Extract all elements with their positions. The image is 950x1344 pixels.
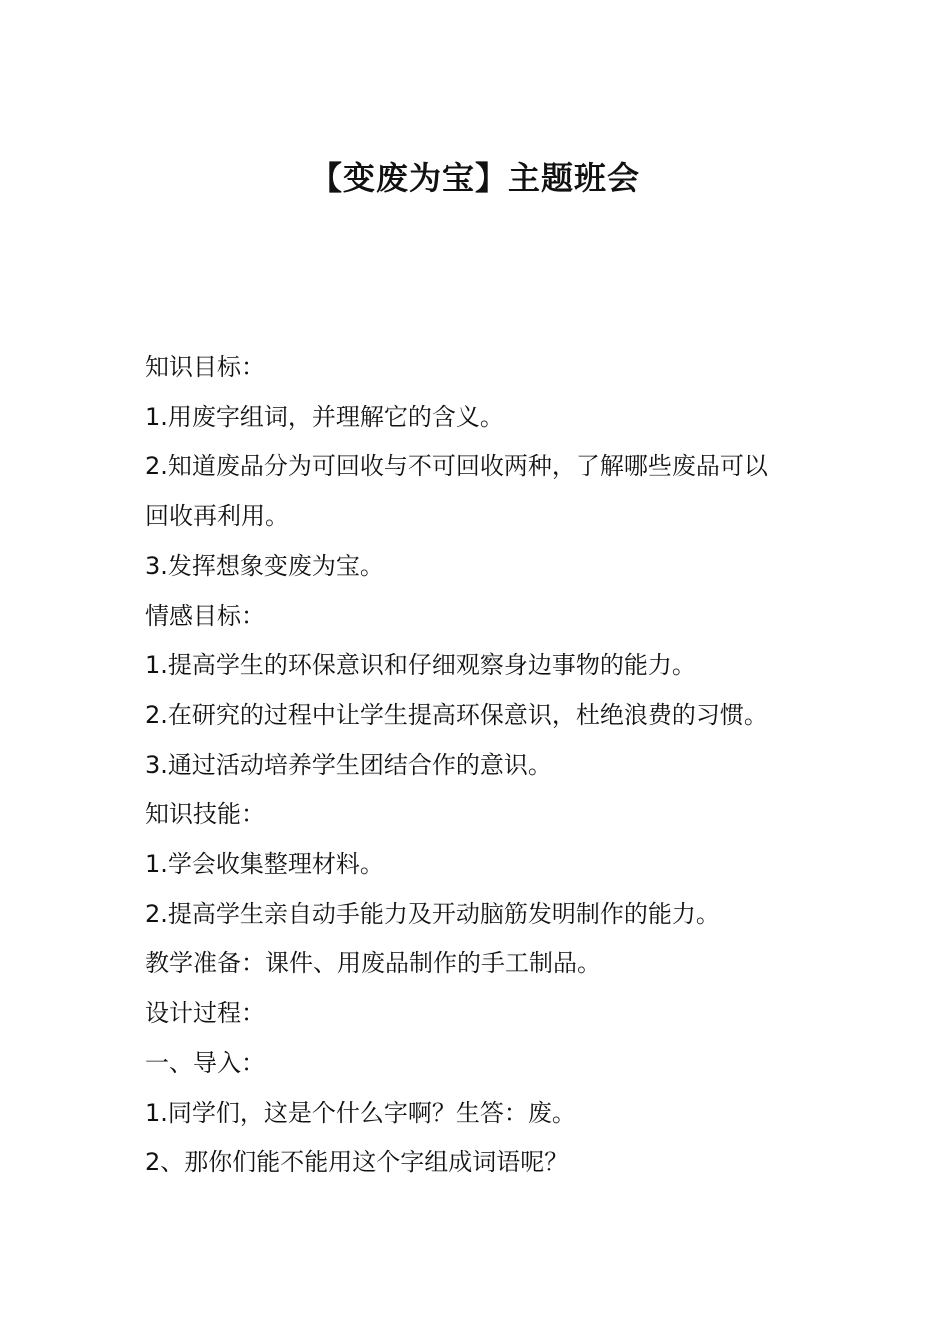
section-heading-design-process: 设计过程： (145, 999, 265, 1028)
text-line: 1.同学们，这是个什么字啊？生答：废。 (145, 1098, 576, 1127)
text-line: 2.提高学生亲自动手能力及开动脑筋发明制作的能力。 (145, 899, 720, 928)
section-heading-emotional-goals: 情感目标： (145, 601, 265, 630)
document-title: 【变废为宝】主题班会 (309, 159, 640, 197)
text-line: 2、那你们能不能用这个字组成词语呢？ (145, 1148, 569, 1177)
section-heading-knowledge-goals: 知识目标： (145, 353, 265, 381)
text-line: 1.提高学生的环保意识和仔细观察身边事物的能力。 (145, 651, 696, 680)
text-line: 2.在研究的过程中让学生提高环保意识，杜绝浪费的习惯。 (145, 700, 768, 729)
section-heading-teaching-preparation: 教学准备：课件、用废品制作的手工制品。 (145, 949, 601, 978)
text-line: 1.学会收集整理材料。 (145, 850, 384, 879)
text-line: 1.用废字组词，并理解它的含义。 (145, 402, 504, 431)
text-line: 3.发挥想象变废为宝。 (145, 551, 384, 580)
text-line: 回收再利用。 (145, 502, 289, 531)
text-line: 2.知道废品分为可回收与不可回收两种，了解哪些废品可以 (145, 452, 768, 481)
document-body (145, 343, 825, 1188)
section-heading-knowledge-skills: 知识技能： (145, 800, 265, 829)
text-line: 3.通过活动培养学生团结合作的意识。 (145, 750, 552, 779)
section-heading-introduction: 一、导入： (145, 1048, 265, 1077)
